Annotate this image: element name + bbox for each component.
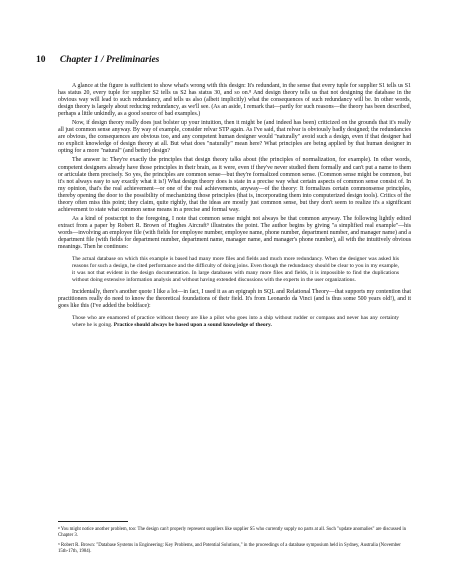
quote-da-vinci-bold: Practice should always be based upon a sound knowledge of theory. xyxy=(113,321,272,328)
body-text xyxy=(58,83,411,334)
paragraph-3: The answer is: They're exactly the principles that design theory talks about (the principles of normalization, for example). In other words, competent designers already have those principles in their brain, as it were, even if they've never studied them formally and can't put a name to them or articulate them precisely. So yes, the principles are common sense—but they're formalized common sense. (Common sense might be common, but it's not always easy to say exactly what it is!) What design theory does is state in a precise way what certain aspects of common sense consist of. In my opinion, that's the real achievement—or one of the real achievements, anyway—of the theory: It formalizes certain commonsense principles, thereby opening the door to the possibility of mechanizing those principles (that is, incorporating them into computerized design tools). Critics of the theory often miss this point; they claim, quite rightly, that the ideas are mostly just common sense, but they don't seem to realize it's a significant achievement to state what common sense means in a precise and formal way. xyxy=(58,157,411,213)
block-quote-brown xyxy=(72,256,399,284)
paragraph-1: A glance at the figure is sufficient to show what's wrong with this design: It's redundant, in the sense that every tuple for supplier S1 tells us S1 has status 20, every tuple for supplier S2 tells us S2 has status 30, and so on.⁸ And design theory tells us that not designing the database in the obvious way will lead to such redundancy, and tells us also (albeit implicitly) what the consequences of such redundancy will be. In other words, design theory is largely about reducing redundancy, as we'll see. (As an aside, I remark that—partly for such reasons—the theory has been described, perhaps a little unkindly, as a good source of bad examples.) xyxy=(58,83,411,118)
footnote-9: ⁹ Robert R. Brown: "Database Systems in Engineering: Key Problems, and Potential Solutions," in the proceedings of a database symposium held in Sydney, Australia (November 15th-17th, 1984). xyxy=(58,543,401,554)
paragraph-4: As a kind of postscript to the foregoing, I note that common sense might not always be that common anyway. The following lightly edited extract from a paper by Robert R. Brown of Hughes Aircraft⁹ illustrates the point. The author begins by giving "a simplified real example"—his words—involving an employee file (with fields for employee number, employee name, phone number, department number, and manager name) and a department file (with fields for department number, department name, manager name, and manager's phone number), all with the intuitively obvious meanings. Then he continues: xyxy=(58,215,411,251)
quote-da-vinci-plain: Those who are enamored of practice without theory are like a pilot who goes into a ship without rudder or compass and never has any certainty where he is going. xyxy=(72,314,399,328)
block-quote-da-vinci xyxy=(72,315,399,329)
paragraph-5: Incidentally, there's another quote I like a lot—in fact, I used it as an epigraph in SQL and Relational Theory—that supports my contention that practitioners really do need to know the theoretical foundations of their field. It's from Leonardo da Vinci (and is thus some 500 years old!), and it goes like this (I've added the boldface): xyxy=(58,288,411,309)
quote-text-brown: The actual database on which this example is based had many more files and fields and much more redundancy. When the designer was asked his reasons for such a design, he cited performance and the difficulty of doing joins. Even though the redundancy should be clear to you in my example, it was not that evident in the design documentation. In large databases with many more files and fields, it is impossible to find the duplications without doing extensive information analysis and without having extended discussions with the experts in the user organizations. xyxy=(72,256,399,283)
page-number: 10 xyxy=(36,55,46,65)
footnote-rule xyxy=(58,521,128,522)
footnotes xyxy=(58,527,411,559)
running-header xyxy=(36,55,159,65)
quote-text-da-vinci xyxy=(72,315,399,329)
paragraph-2: Now, if design theory really does just bolster up your intuition, then it might be (and indeed has been) criticized on the grounds that it's really all just common sense anyway. By way of example, consider relvar STP again. As I've said, that relvar is obviously badly designed; the redundancies are obvious, the consequences are obvious too, and any competent human designer would "naturally" avoid such a design, even if that designer had no explicit knowledge of design theory at all. But what does "naturally" mean here? What principles are being applied by that human designer in opting for a more "natural" (and better) design? xyxy=(58,120,411,155)
chapter-title: Chapter 1 / Preliminaries xyxy=(59,55,160,65)
footnote-8: ⁸ You might notice another problem, too: The design can't properly represent suppliers like supplier S5 who currently supply no parts at all. Such "update anomalies" are discussed in Chapter 3. xyxy=(58,527,407,538)
